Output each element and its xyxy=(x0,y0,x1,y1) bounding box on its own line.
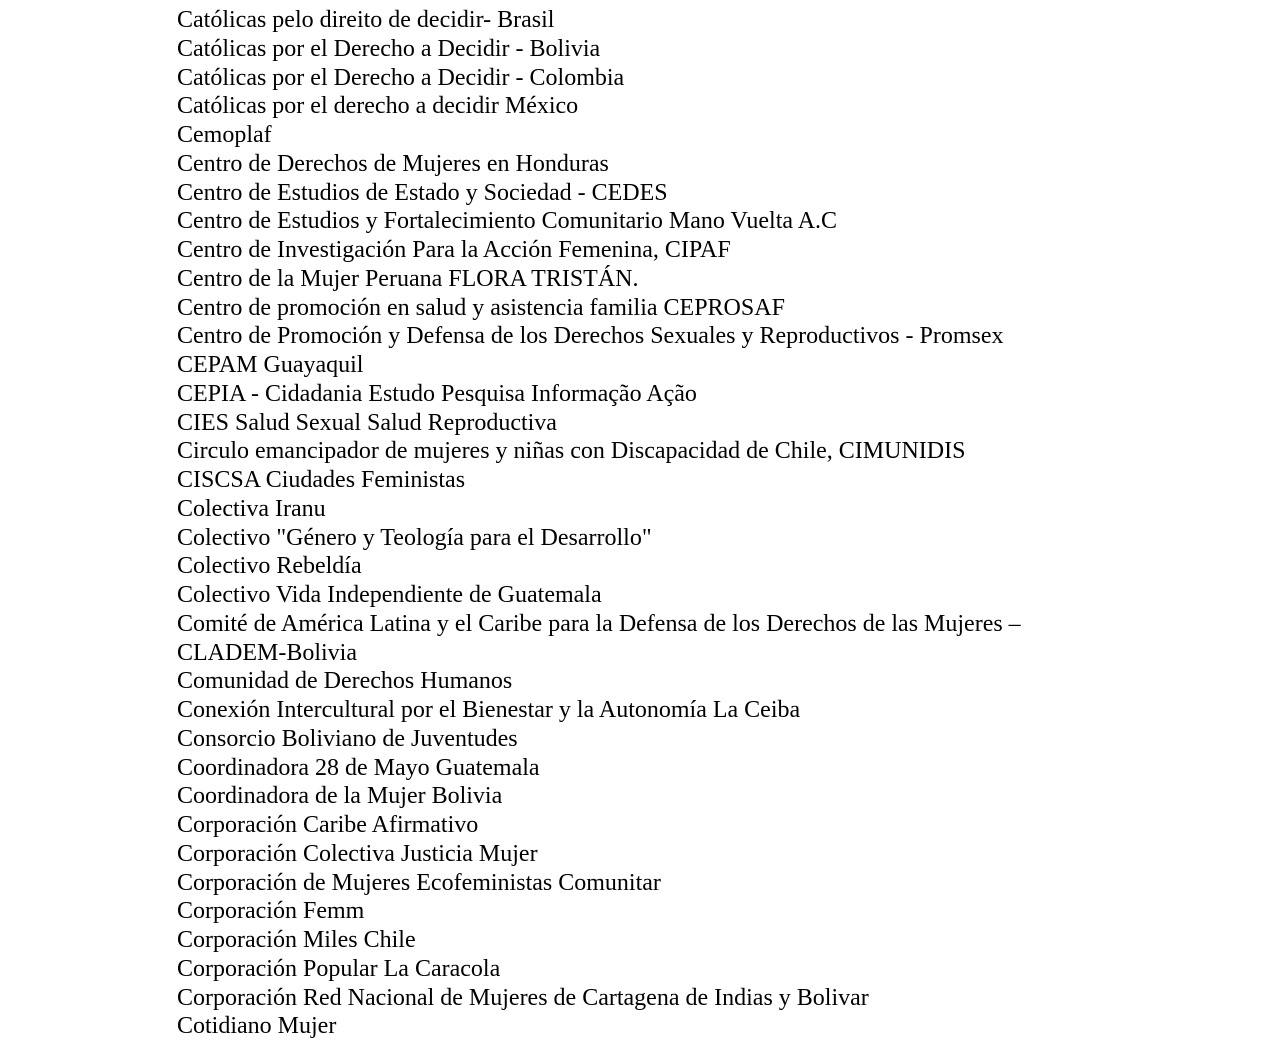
organization-list-item: Centro de Derechos de Mujeres en Honduras xyxy=(177,150,609,177)
organization-list-item: Consorcio Boliviano de Juventudes xyxy=(177,725,518,752)
organization-list-item: Corporación Miles Chile xyxy=(177,927,416,953)
organization-list-item: Centro de Estudios y Fortalecimiento Comunitario Mano Vuelta A.C xyxy=(177,208,838,235)
organization-list-item: CISCSA Ciudades Feministas xyxy=(177,467,466,493)
organization-list-item: Colectivo Vida Independiente de Guatemala xyxy=(177,582,602,608)
organization-list-item: Colectivo "Género y Teología para el Desarrollo" xyxy=(177,524,652,551)
organization-list-item: Corporación de Mujeres Ecofeministas Comunitar xyxy=(177,869,661,896)
organization-list-item: Corporación Caribe Afirmativo xyxy=(177,812,479,838)
organization-list-item: Católicas pelo direito de decidir- Brasil xyxy=(177,7,555,33)
organization-list-item: Corporación Red Nacional de Mujeres de Cartagena de Indias y Bolivar xyxy=(177,984,869,1011)
organization-list-item: Corporación Colectiva Justicia Mujer xyxy=(177,840,538,867)
organization-list-item: Centro de Estudios de Estado y Sociedad - CEDES xyxy=(177,179,668,206)
organization-list-item: Católicas por el Derecho a Decidir - Bolivia xyxy=(177,35,601,62)
organization-list-item: Católicas por el Derecho a Decidir - Colombia xyxy=(177,64,625,91)
organization-list-item: Colectiva Iranu xyxy=(177,495,326,522)
organization-list-item: Coordinadora 28 de Mayo Guatemala xyxy=(177,754,540,781)
organization-list-item: Conexión Intercultural por el Bienestar y la Autonomía La Ceiba xyxy=(177,697,801,723)
organization-list-item: Corporación Femm xyxy=(177,898,365,925)
organization-list-item: Circulo emancipador de mujeres y niñas con Discapacidad de Chile, CIMUNIDIS xyxy=(177,438,966,465)
organization-list-item: CIES Salud Sexual Salud Reproductiva xyxy=(177,409,557,436)
organization-list-item: Centro de Investigación Para la Acción Femenina, CIPAF xyxy=(177,237,731,263)
organization-list-item: Cotidiano Mujer xyxy=(177,1013,337,1040)
organization-list-item: CEPIA - Cidadania Estudo Pesquisa Informação Ação xyxy=(177,380,697,407)
organization-list-item: Católicas por el derecho a decidir México xyxy=(177,93,579,120)
organization-list-item: Centro de la Mujer Peruana FLORA TRISTÁN. xyxy=(177,265,639,292)
organization-list-item: Corporación Popular La Caracola xyxy=(177,955,501,982)
organization-list-item: CLADEM-Bolivia xyxy=(177,639,357,666)
organization-list-item: Comité de América Latina y el Caribe para la Defensa de los Derechos de las Mujeres – xyxy=(177,610,1021,637)
organization-list-item: Centro de promoción en salud y asistencia familia CEPROSAF xyxy=(177,294,785,321)
organization-list-item: Cemoplaf xyxy=(177,122,272,148)
organization-list-item: Coordinadora de la Mujer Bolivia xyxy=(177,783,503,810)
organization-list-item: Centro de Promoción y Defensa de los Derechos Sexuales y Reproductivos - Promsex xyxy=(177,323,1004,350)
organization-list-item: Colectivo Rebeldía xyxy=(177,553,362,580)
organization-list-item: CEPAM Guayaquil xyxy=(177,352,364,378)
organization-list-item: Comunidad de Derechos Humanos xyxy=(177,668,513,695)
organization-list xyxy=(177,6,1217,1041)
